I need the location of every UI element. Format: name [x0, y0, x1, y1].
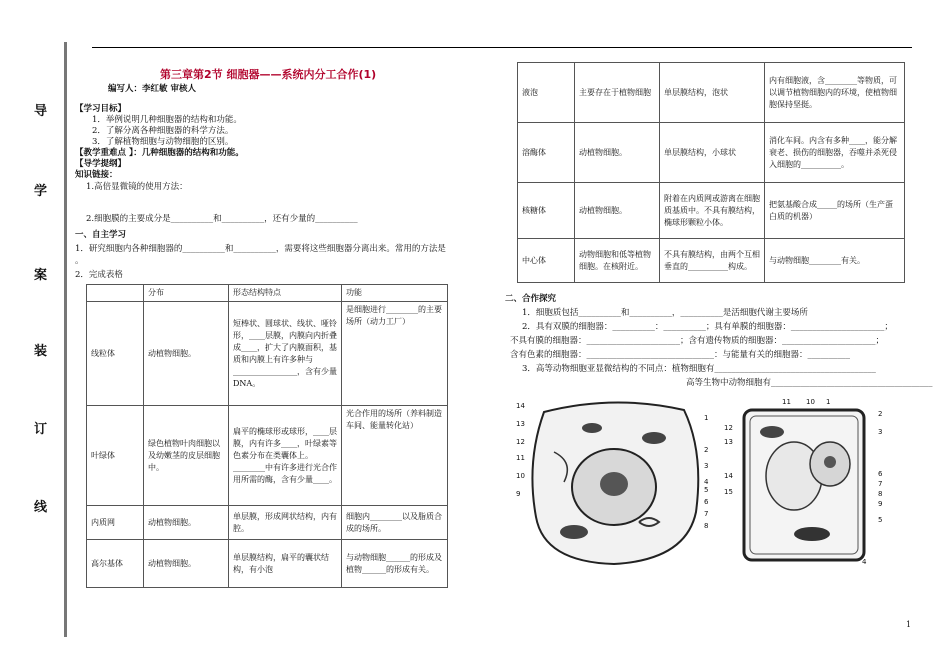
table-cell: 液泡 [518, 63, 575, 123]
table-cell: 动植物细胞。 [144, 506, 229, 540]
cell-label: 6 [878, 470, 883, 478]
left-line-9: 一、自主学习 [75, 230, 127, 240]
plant-cell-diagram [722, 394, 900, 576]
cell-label: 11 [516, 454, 525, 462]
table-cell: 线粒体 [87, 302, 144, 406]
table-cell: 核糖体 [518, 183, 575, 239]
table-cell: 绿色植物叶肉细胞以及幼嫩茎的皮层细胞中。 [144, 406, 229, 506]
header-rule [92, 47, 912, 48]
table-cell: 消化车间。内含有多种____，能分解衰老、损伤的细胞器，吞噬并杀死侵入细胞的__________。 [765, 123, 905, 183]
table-row [87, 540, 448, 588]
table-cell: 动植物细胞。 [144, 302, 229, 406]
table-header-cell [87, 285, 144, 302]
table-cell: 单层膜，形成网状结构，内有腔。 [229, 506, 342, 540]
table-cell: 动物细胞和低等植物细胞。在核附近。 [575, 239, 660, 283]
table-header-cell: 形态结构特点 [229, 285, 342, 302]
cell-label: 1 [826, 398, 831, 406]
question-line-3: 含有色素的细胞器：______________________________：与能量有关的细胞器：__________ [510, 350, 851, 360]
table-cell: 不具有膜结构，由两个互相垂直的__________构成。 [660, 239, 765, 283]
table-cell: 附着在内质网或游离在细胞质基质中。不具有膜结构，椭球形颗粒小体。 [660, 183, 765, 239]
table-cell: 动植物细胞。 [144, 540, 229, 588]
table-row [518, 239, 905, 283]
cell-label: 4 [704, 478, 709, 486]
left-line-12: 2．完成表格 [75, 270, 123, 280]
table-cell: 主要存在于植物细胞 [575, 63, 660, 123]
table-row [87, 406, 448, 506]
cell-label: 15 [724, 488, 733, 496]
table-row [518, 183, 905, 239]
left-line-7: 1.高倍显微镜的使用方法： [86, 182, 188, 192]
table-cell: 与动物细胞______的形成及植物______的形成有关。 [342, 540, 448, 588]
left-line-8: 2.细胞膜的主要成分是__________和__________，还有少量的__________ [86, 214, 358, 224]
cell-label: 5 [878, 516, 883, 524]
binding-line [64, 42, 67, 637]
question-line-4: 3．高等动物细胞亚显微结构的不同点：植物细胞有______________________________________ [522, 364, 876, 374]
cell-label: 2 [878, 410, 883, 418]
cell-label: 9 [516, 490, 521, 498]
table-row [518, 63, 905, 123]
cell-label: 11 [782, 398, 791, 406]
table-cell: 把氨基酸合成_____的场所（生产蛋白质的机器） [765, 183, 905, 239]
organelle-table-right [517, 62, 905, 283]
table-header-cell: 分布 [144, 285, 229, 302]
side-label-3: 案 [34, 268, 48, 283]
table-cell: 内质网 [87, 506, 144, 540]
cell-label: 14 [724, 472, 733, 480]
table-cell: 动植物细胞。 [575, 123, 660, 183]
left-line-1: 1．举例说明几种细胞器的结构和功能。 [92, 115, 242, 125]
cell-label: 8 [878, 490, 883, 498]
side-label-5: 订 [34, 422, 48, 437]
cell-label: 6 [704, 498, 709, 506]
table-cell: 扁平的椭球形或球形，____层膜，内有许多____，叶绿素等色素分布在类囊体上。________中有许多进行光合作用所需的酶，含有少量____。 [229, 406, 342, 506]
table-cell: 与动物细胞________有关。 [765, 239, 905, 283]
cell-label: 2 [704, 446, 709, 454]
table-cell: 单层膜结构，小球状 [660, 123, 765, 183]
cell-label: 10 [516, 472, 525, 480]
table-cell: 高尔基体 [87, 540, 144, 588]
question-line-5: 高等生物中动物细胞有______________________________________ [686, 378, 933, 388]
left-line-11: 。 [75, 256, 84, 266]
cell-label: 7 [704, 510, 709, 518]
left-line-6: 知识链接： [75, 170, 118, 180]
question-line-1: 2．具有双膜的细胞器：__________：__________；具有单膜的细胞器：______________________； [522, 322, 893, 332]
table-cell: 单层膜结构，泡状 [660, 63, 765, 123]
authors: 编写人：李红敏 审核人 [108, 84, 196, 94]
table-row [518, 123, 905, 183]
table-cell: 是细胞进行________的主要场所（动力工厂） [342, 302, 448, 406]
cell-label: 12 [516, 438, 525, 446]
table-cell: 动植物细胞。 [575, 183, 660, 239]
table-header-row [87, 285, 448, 302]
table-row [87, 302, 448, 406]
side-label-1: 导 [34, 104, 48, 119]
cell-label: 4 [862, 558, 867, 566]
table-cell: 细胞内________以及脂质合成的场所。 [342, 506, 448, 540]
table-cell: 单层膜结构，扁平的囊状结构，有小泡 [229, 540, 342, 588]
cell-label: 1 [704, 414, 709, 422]
animal-cell-diagram [514, 392, 714, 572]
side-label-2: 学 [34, 184, 48, 199]
left-line-10: 1．研究细胞内各种细胞器的__________和__________，需要将这些细胞器分离出来。常用的方法是 [75, 244, 446, 254]
side-label-4: 装 [34, 344, 48, 359]
page-number: 1 [906, 620, 912, 629]
cell-label: 3 [878, 428, 883, 436]
table-cell: 短棒状、圆球状、线状、哑铃形，____层膜，内膜向内折叠成____，扩大了内膜面积，基质和内膜上有许多种与________________，含有少量DNA。 [229, 302, 342, 406]
left-line-3: 3．了解植物细胞与动物细胞的区别。 [92, 137, 234, 147]
table-row [87, 506, 448, 540]
left-line-0: 【学习目标】 [75, 104, 127, 114]
cell-label: 8 [704, 522, 709, 530]
left-line-2: 2．了解分离各种细胞器的科学方法。 [92, 126, 234, 136]
left-line-4: 【教学重难点 】：几种细胞器的结构和功能。 [75, 148, 244, 158]
table-header-cell: 功能 [342, 285, 448, 302]
cell-label: 14 [516, 402, 525, 410]
section-cooperative: 二、合作探究 [505, 294, 557, 304]
cell-label: 12 [724, 424, 733, 432]
cell-label: 9 [878, 500, 883, 508]
cell-label: 13 [516, 420, 525, 428]
table-cell: 溶酶体 [518, 123, 575, 183]
table-cell: 光合作用的场所（养料制造车间、能量转化站） [342, 406, 448, 506]
table-cell: 内有细胞液，含________等物质，可以调节植物细胞内的环境，使植物细胞保持坚挺。 [765, 63, 905, 123]
left-line-5: 【导学提纲】 [75, 159, 127, 169]
table-cell: 中心体 [518, 239, 575, 283]
question-line-0: 1．细胞质包括__________和__________，__________是活细胞代谢主要场所 [522, 308, 808, 318]
cell-label: 3 [704, 462, 709, 470]
table-cell: 叶绿体 [87, 406, 144, 506]
page-title: 第三章第2节 细胞器——系统内分工合作(1) [160, 68, 377, 81]
cell-label: 5 [704, 486, 709, 494]
question-line-2: 不具有膜的细胞器：______________________；含有遗传物质的细胞器：______________________； [510, 336, 885, 346]
organelle-table-left [86, 284, 448, 588]
cell-label: 13 [724, 438, 733, 446]
cell-label: 7 [878, 480, 883, 488]
side-label-6: 线 [34, 500, 48, 515]
cell-label: 10 [806, 398, 815, 406]
